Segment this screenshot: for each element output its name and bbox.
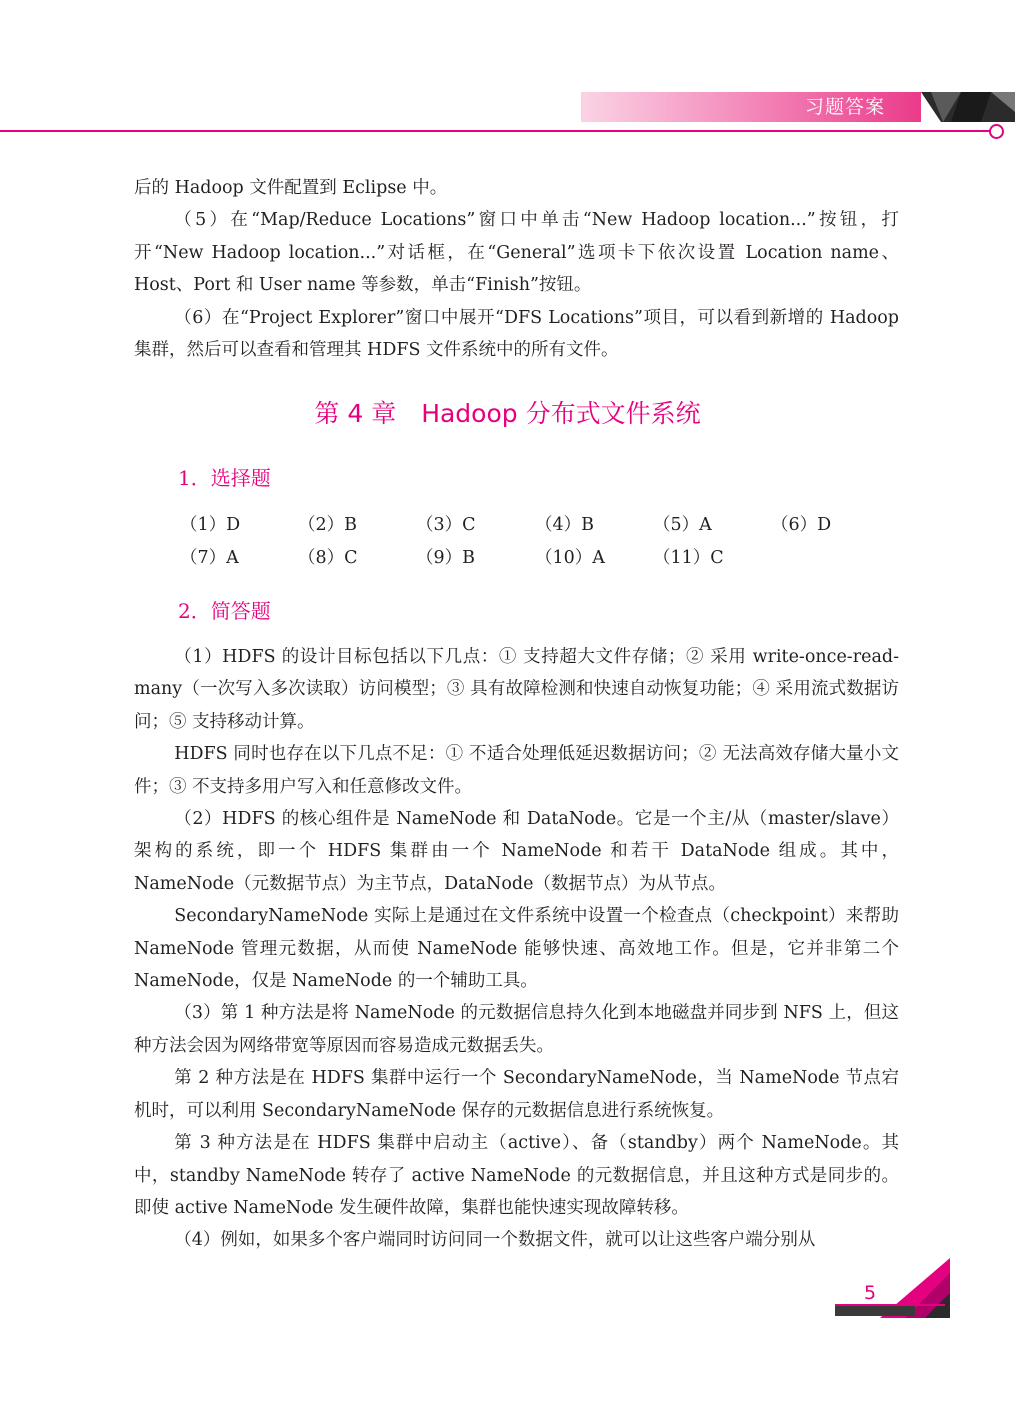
body-paragraph: 第 2 种方法是在 HDFS 集群中运行一个 SecondaryNameNode，当 NameNode 节点宕机时，可以利用 SecondaryNameNode 保存的元数据信息进行系统恢复。 bbox=[134, 1068, 899, 1121]
chapter-title: 第 4 章 Hadoop 分布式文件系统 bbox=[314, 399, 701, 428]
header-rule bbox=[0, 130, 990, 132]
answer-item: （6）D bbox=[771, 515, 832, 535]
body-paragraph: （4）例如，如果多个客户端同时访问同一个数据文件，就可以让这些客户端分别从 bbox=[174, 1230, 816, 1251]
answer-item: （5）A bbox=[653, 515, 712, 535]
intro-text bbox=[134, 172, 899, 366]
answer-grid bbox=[180, 512, 900, 578]
answer-item: （4）B bbox=[535, 515, 594, 535]
answer-row bbox=[180, 512, 900, 545]
answer-item: （2）B bbox=[298, 515, 357, 535]
body-paragraph: （3）第 1 种方法是将 NameNode 的元数据信息持久化到本地磁盘并同步到 NFS 上，但这种方法会因为网络带宽等原因而容易造成元数据丢失。 bbox=[134, 1003, 899, 1056]
body-paragraph: （2）HDFS 的核心组件是 NameNode 和 DataNode。它是一个主/从（master/slave）架构的系统，即一个 HDFS 集群由一个 NameNode 和若干 DataNode 组成。其中，NameNode（元数据节点）为主节点，DataNode（数据节点）为从节点。 bbox=[134, 809, 899, 894]
short-answer-text bbox=[134, 641, 899, 1257]
header-rule-end-circle bbox=[989, 124, 1004, 139]
section-title-short-answer: 2．简答题 bbox=[178, 599, 271, 623]
header-triangle-decoration bbox=[921, 92, 1015, 122]
answer-row bbox=[180, 545, 900, 578]
answer-item: （8）C bbox=[298, 548, 358, 568]
body-paragraph: SecondaryNameNode 实际上是通过在文件系统中设置一个检查点（checkpoint）来帮助 NameNode 管理元数据，从而使 NameNode 能够快速、高效地工作。但是，它并非第二个 NameNode，仅是 NameNode 的一个辅助工具。 bbox=[134, 906, 899, 992]
answer-item: （7）A bbox=[180, 548, 239, 568]
answer-item: （1）D bbox=[180, 515, 241, 535]
answer-item: （11）C bbox=[653, 548, 724, 568]
intro-paragraph: （5）在“Map/Reduce Locations”窗口中单击“New Hadoop location...”按钮，打开“New Hadoop location...”对话框，在“General”选项卡下依次设置 Location name、Host、Port 和 User name 等参数，单击“Finish”按钮。 bbox=[134, 210, 899, 296]
footer-bar bbox=[835, 1306, 915, 1316]
body-paragraph: HDFS 同时也存在以下几点不足：① 不适合处理低延迟数据访问；② 无法高效存储大量小文件；③ 不支持多用户写入和任意修改文件。 bbox=[134, 744, 899, 797]
page-number: 5 bbox=[864, 1282, 877, 1304]
answer-item: （9）B bbox=[416, 548, 475, 568]
section-title-choice: 1．选择题 bbox=[178, 466, 271, 490]
body-paragraph: （1）HDFS 的设计目标包括以下几点：① 支持超大文件存储；② 采用 write-once-read-many（一次写入多次读取）访问模型；③ 具有故障检测和快速自动恢复功能；④ 采用流式数据访问；⑤ 支持移动计算。 bbox=[134, 647, 899, 732]
intro-paragraph: （6）在“Project Explorer”窗口中展开“DFS Locations”项目，可以看到新增的 Hadoop 集群，然后可以查看和管理其 HDFS 文件系统中的所有文件。 bbox=[134, 307, 899, 361]
answer-item: （3）C bbox=[416, 515, 476, 535]
body-paragraph: 第 3 种方法是在 HDFS 集群中启动主（active）、备（standby）两个 NameNode。其中，standby NameNode 转存了 active NameNode 的元数据信息，并且这种方式是同步的。即使 active NameNode 发生硬件故障，集群也能快速实现故障转移。 bbox=[134, 1133, 899, 1218]
header-title: 习题答案 bbox=[804, 96, 885, 118]
answer-item: （10）A bbox=[535, 548, 605, 568]
intro-paragraph: 后的 Hadoop 文件配置到 Eclipse 中。 bbox=[134, 178, 448, 198]
